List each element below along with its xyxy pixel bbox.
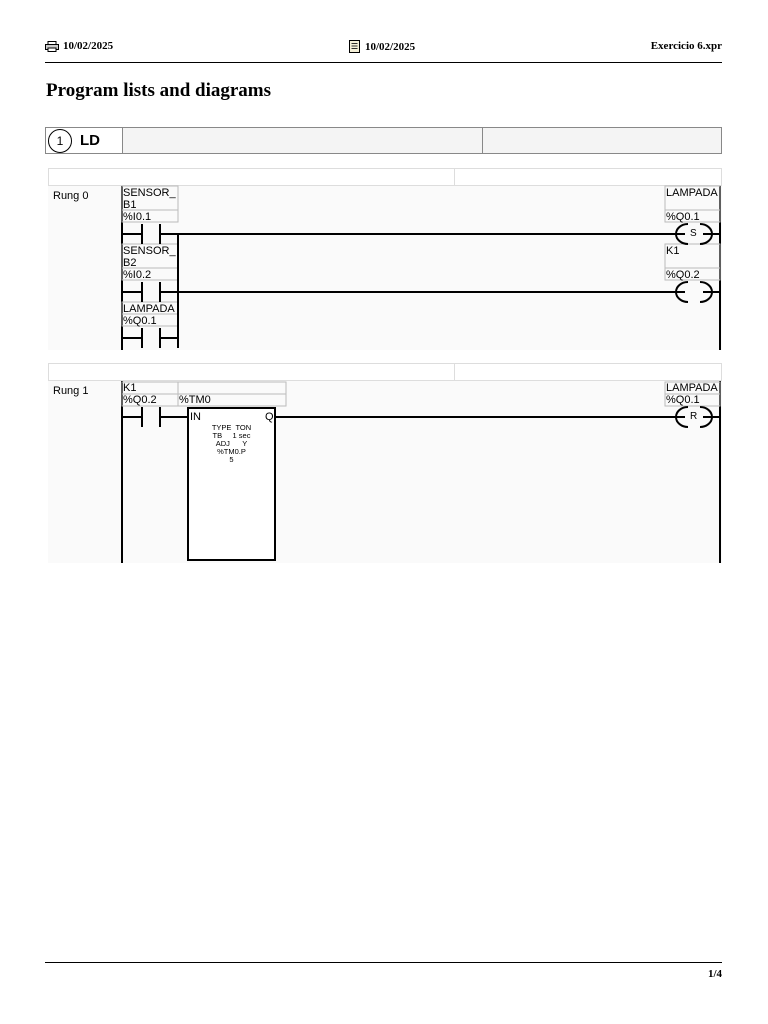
contact-2-name: SENSOR_ B2	[123, 245, 176, 269]
coil-1-name: LAMPADA	[666, 187, 718, 199]
print-date: 10/02/2025	[63, 40, 114, 52]
file-date-group	[349, 40, 415, 53]
timer-name: %TM0	[179, 394, 211, 406]
coil-1-symbol: S	[690, 228, 697, 239]
timer-in-label: IN	[190, 411, 201, 423]
coil-reset-name: LAMPADA	[666, 382, 718, 394]
rung-1	[48, 363, 722, 563]
contact-3-name: LAMPADA	[123, 303, 175, 315]
coil-k1	[676, 282, 720, 302]
contact-k1-address: %Q0.2	[123, 394, 157, 406]
page-title: Program lists and diagrams	[46, 80, 272, 101]
coil-reset-lampada	[676, 407, 720, 427]
file-name: Exercicio 6.xpr	[650, 40, 722, 52]
coil-1-address: %Q0.1	[666, 211, 700, 223]
contact-1-name: SENSOR_ B1	[123, 187, 176, 211]
rung-1-label: Rung 1	[53, 385, 89, 397]
timer-q-label: Q	[265, 411, 274, 423]
section-id-cell	[46, 128, 123, 153]
footer-divider	[45, 962, 722, 963]
contact-sensor-b1	[122, 224, 178, 244]
section-cell-divider	[482, 128, 483, 153]
file-date: 10/02/2025	[365, 40, 416, 53]
section-number: 1	[48, 129, 72, 153]
rung-0-label: Rung 0	[53, 190, 89, 202]
contact-2-address: %I0.2	[123, 269, 152, 281]
header-divider	[45, 62, 722, 63]
contact-1-address: %I0.1	[123, 211, 152, 223]
coil-set-lampada	[676, 224, 720, 244]
page-number: 1/4	[707, 968, 722, 980]
coil-reset-address: %Q0.1	[666, 394, 700, 406]
contact-sensor-b2	[122, 282, 178, 302]
rung-1-diagram	[48, 363, 722, 563]
contact-k1	[122, 407, 188, 427]
coil-2-name: K1	[666, 245, 680, 257]
section-header	[45, 127, 722, 154]
contact-3-address: %Q0.1	[123, 315, 157, 327]
document-icon	[349, 40, 361, 53]
coil-reset-symbol: R	[690, 411, 698, 422]
printer-icon	[45, 41, 59, 52]
print-date-group	[45, 40, 113, 52]
rung-0	[48, 168, 722, 350]
contact-k1-name: K1	[123, 382, 137, 394]
timer-params: TYPE TON TB 1 sec ADJ Y %TM0.P 5	[211, 423, 252, 464]
coil-2-address: %Q0.2	[666, 269, 700, 281]
section-language: LD	[80, 132, 100, 149]
